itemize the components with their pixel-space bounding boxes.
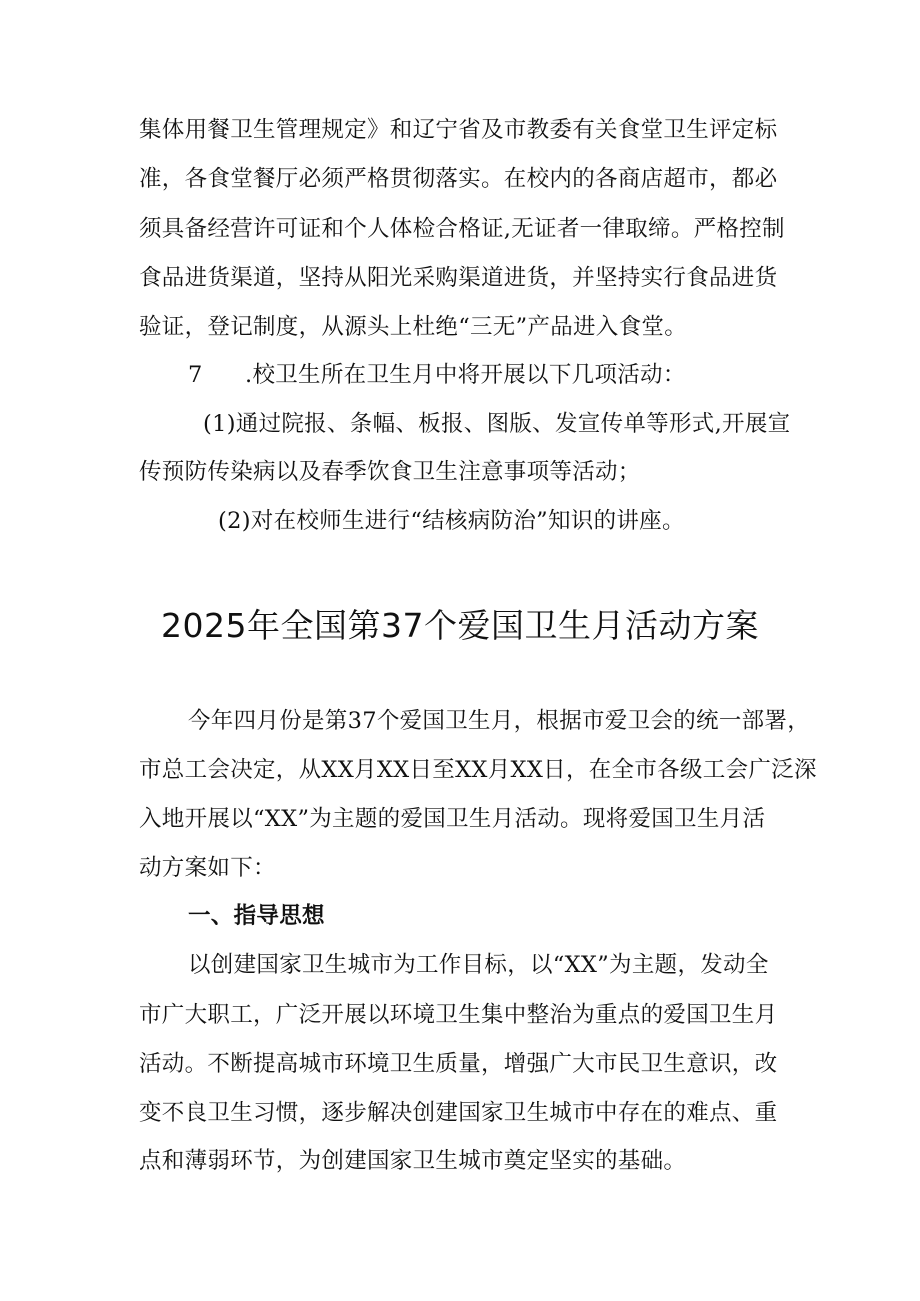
paragraph-line: 验证，登记制度，从源头上杜绝“三无”产品进入食堂。 <box>139 314 688 340</box>
sub-item-2: (2)对在校师生进行“结核病防治”知识的讲座。 <box>218 508 685 534</box>
list-item-number: 7 <box>188 362 203 388</box>
list-item-7 <box>188 360 686 390</box>
intro-line: 市总工会决定，从XX月XX日至XX月XX日，在全市各级工会广泛深 <box>139 757 817 783</box>
paragraph-line: 须具备经营许可证和个人体检合格证,无证者一律取缔。严格控制 <box>139 216 785 242</box>
section-line: 市广大职工，广泛开展以环境卫生集中整治为重点的爱国卫生月 <box>139 1002 778 1028</box>
sub-item-1-line: (1)通过院报、条幅、板报、图版、发宣传单等形式,开展宣 <box>203 411 791 437</box>
paragraph-line: 集体用餐卫生管理规定》和辽宁省及市教委有关食堂卫生评定标 <box>139 117 778 143</box>
intro-line: 入地开展以“XX”为主题的爱国卫生月活动。现将爱国卫生月活 <box>139 806 766 832</box>
intro-line: 动方案如下： <box>139 855 276 881</box>
sub-item-1-line: 传预防传染病以及春季饮食卫生注意事项等活动； <box>139 459 641 485</box>
section-line: 活动。不断提高城市环境卫生质量，增强广大市民卫生意识，改 <box>139 1051 778 1077</box>
section-line: 点和薄弱环节，为创建国家卫生城市奠定坚实的基础。 <box>139 1148 687 1174</box>
document-title: 2025年全国第37个爱国卫生月活动方案 <box>161 606 759 645</box>
section-line: 变不良卫生习惯，逐步解决创建国家卫生城市中存在的难点、重 <box>139 1100 778 1126</box>
list-item-text: .校卫生所在卫生月中将开展以下几项活动： <box>245 362 686 388</box>
section-heading: 一、指导思想 <box>188 903 325 929</box>
paragraph-line: 食品进货渠道，坚持从阳光采购渠道进货，并坚持实行食品进货 <box>139 265 778 291</box>
paragraph-line: 准，各食堂餐厅必须严格贯彻落实。在校内的各商店超市，都必 <box>139 166 778 192</box>
intro-line: 今年四月份是第37个爱国卫生月，根据市爱卫会的统一部署， <box>188 708 811 734</box>
section-line: 以创建国家卫生城市为工作目标，以“XX”为主题，发动全 <box>188 952 769 978</box>
